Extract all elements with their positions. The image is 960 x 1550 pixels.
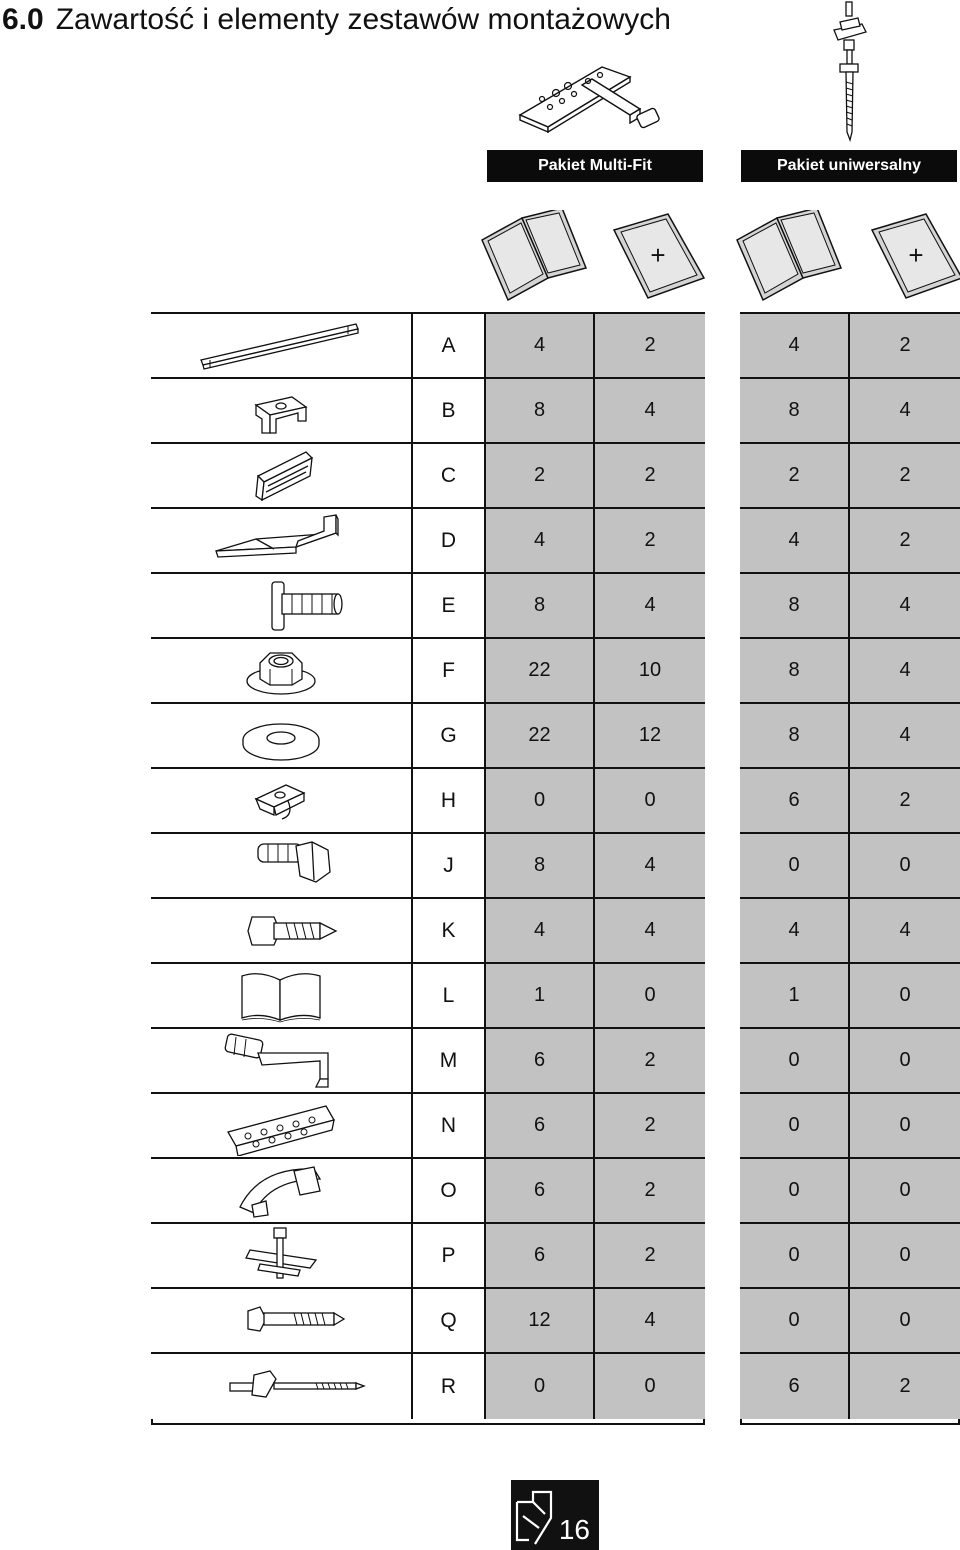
table-row (740, 379, 960, 444)
qty-multi-fit-extra: 2 (595, 1029, 705, 1094)
table-row (151, 1289, 705, 1354)
part-letter: E (413, 574, 486, 639)
qty-universal-double: 0 (740, 1224, 850, 1289)
qty-multi-fit-double: 6 (486, 1159, 595, 1224)
qty-multi-fit-extra: 2 (595, 509, 705, 574)
qty-universal-extra: 0 (850, 1094, 960, 1159)
qty-universal-double: 8 (740, 379, 850, 444)
part-letter: Q (413, 1289, 486, 1354)
qty-universal-double: 6 (740, 769, 850, 834)
qty-universal-extra: 2 (850, 1354, 960, 1419)
qty-multi-fit-double: 4 (486, 314, 595, 379)
table-row (740, 899, 960, 964)
part-image (151, 834, 413, 899)
flashing-plate-icon (196, 511, 366, 571)
part-letter: M (413, 1029, 486, 1094)
part-letter: H (413, 769, 486, 834)
table-row (151, 1224, 705, 1289)
rail-connector-icon (196, 446, 366, 506)
qty-universal-extra: 0 (850, 1159, 960, 1224)
qty-multi-fit-double: 12 (486, 1289, 595, 1354)
qty-multi-fit-extra: 4 (595, 899, 705, 964)
part-letter: A (413, 314, 486, 379)
qty-universal-double: 6 (740, 1354, 850, 1419)
qty-universal-double: 0 (740, 834, 850, 899)
table-row (740, 509, 960, 574)
mounting-rail-icon (196, 316, 366, 376)
part-image (151, 1224, 413, 1289)
qty-universal-double: 0 (740, 1289, 850, 1354)
table-row (151, 639, 705, 704)
qty-universal-extra: 2 (850, 444, 960, 509)
table-row (151, 314, 705, 379)
qty-multi-fit-double: 6 (486, 1224, 595, 1289)
part-letter: G (413, 704, 486, 769)
part-image (151, 314, 413, 379)
qty-universal-double: 0 (740, 1159, 850, 1224)
qty-universal-extra: 4 (850, 899, 960, 964)
table-row (740, 1094, 960, 1159)
lag-screw-icon (196, 1291, 366, 1351)
table-row (740, 964, 960, 1029)
qty-multi-fit-extra: 2 (595, 1159, 705, 1224)
qty-universal-extra: 4 (850, 574, 960, 639)
table-row (740, 834, 960, 899)
table-row (151, 769, 705, 834)
qty-multi-fit-double: 4 (486, 509, 595, 574)
qty-universal-double: 4 (740, 314, 850, 379)
table-row (151, 899, 705, 964)
hanger-bolt-icon (196, 1357, 366, 1417)
manual-book-icon (196, 966, 366, 1026)
table-row (151, 834, 705, 899)
qty-multi-fit-double: 22 (486, 704, 595, 769)
roof-panel-logo-icon (515, 1488, 563, 1548)
table-row (740, 1159, 960, 1224)
qty-multi-fit-extra: 0 (595, 964, 705, 1029)
hex-bolt-icon (196, 836, 366, 896)
qty-universal-extra: 4 (850, 704, 960, 769)
part-image (151, 1354, 413, 1419)
hammer-head-bolt-icon (196, 576, 366, 636)
part-image (151, 899, 413, 964)
table-row (151, 509, 705, 574)
part-image (151, 379, 413, 444)
part-letter: O (413, 1159, 486, 1224)
qty-universal-double: 1 (740, 964, 850, 1029)
page-number-badge (511, 1480, 599, 1550)
table-row (740, 1354, 960, 1419)
roof-hook-bracket-icon (196, 1031, 366, 1091)
qty-universal-extra: 0 (850, 1224, 960, 1289)
qty-multi-fit-double: 8 (486, 379, 595, 444)
qty-multi-fit-double: 4 (486, 899, 595, 964)
rail-clamp-icon (196, 381, 366, 441)
part-image (151, 639, 413, 704)
qty-multi-fit-extra: 4 (595, 834, 705, 899)
qty-multi-fit-double: 1 (486, 964, 595, 1029)
roof-hook-screw-icon (822, 0, 878, 145)
qty-universal-double: 2 (740, 444, 850, 509)
table-row (151, 574, 705, 639)
qty-multi-fit-double: 6 (486, 1029, 595, 1094)
clamp-bracket-icon (196, 1161, 366, 1221)
part-image (151, 964, 413, 1029)
part-letter: B (413, 379, 486, 444)
qty-universal-extra: 0 (850, 834, 960, 899)
table-row (740, 704, 960, 769)
qty-multi-fit-extra: 12 (595, 704, 705, 769)
qty-universal-double: 8 (740, 574, 850, 639)
flange-nut-icon (196, 641, 366, 701)
part-image (151, 1094, 413, 1159)
washer-icon (196, 706, 366, 766)
part-letter: P (413, 1224, 486, 1289)
qty-universal-double: 4 (740, 899, 850, 964)
bolt-clamp-icon (196, 1226, 366, 1286)
qty-universal-extra: 4 (850, 639, 960, 704)
part-image (151, 1289, 413, 1354)
qty-universal-extra: 0 (850, 1029, 960, 1094)
part-image (151, 574, 413, 639)
qty-universal-extra: 0 (850, 964, 960, 1029)
qty-universal-extra: 2 (850, 314, 960, 379)
part-letter: F (413, 639, 486, 704)
spring-clip-icon (196, 771, 366, 831)
qty-universal-extra: 2 (850, 769, 960, 834)
part-image (151, 769, 413, 834)
single-panel-plus-icon (864, 210, 960, 306)
table-row (151, 444, 705, 509)
qty-multi-fit-extra: 0 (595, 1354, 705, 1419)
qty-multi-fit-double: 8 (486, 574, 595, 639)
part-letter: R (413, 1354, 486, 1419)
qty-multi-fit-extra: 2 (595, 1224, 705, 1289)
table-row (740, 1029, 960, 1094)
qty-universal-extra: 4 (850, 379, 960, 444)
section-title: Zawartość i elementy zestawów montażowych (55, 3, 671, 36)
qty-multi-fit-double: 2 (486, 444, 595, 509)
part-image (151, 1159, 413, 1224)
qty-universal-double: 0 (740, 1094, 850, 1159)
qty-multi-fit-extra: 2 (595, 1094, 705, 1159)
qty-multi-fit-extra: 2 (595, 444, 705, 509)
qty-multi-fit-extra: 4 (595, 1289, 705, 1354)
part-letter: D (413, 509, 486, 574)
qty-multi-fit-extra: 2 (595, 314, 705, 379)
table-row (151, 1159, 705, 1224)
multi-fit-bracket-icon (512, 55, 672, 135)
page-title (2, 2, 671, 38)
qty-multi-fit-double: 0 (486, 1354, 595, 1419)
plus-symbol: + (908, 240, 924, 270)
qty-multi-fit-double: 22 (486, 639, 595, 704)
table-row (740, 574, 960, 639)
qty-multi-fit-extra: 0 (595, 769, 705, 834)
table-row (740, 444, 960, 509)
table-row (740, 769, 960, 834)
table-row (151, 704, 705, 769)
table-row (740, 314, 960, 379)
table-row (151, 964, 705, 1029)
part-image (151, 509, 413, 574)
qty-multi-fit-extra: 4 (595, 574, 705, 639)
part-letter: J (413, 834, 486, 899)
double-panel-icon (735, 210, 843, 306)
qty-universal-double: 8 (740, 639, 850, 704)
qty-multi-fit-double: 0 (486, 769, 595, 834)
part-letter: C (413, 444, 486, 509)
part-letter: K (413, 899, 486, 964)
qty-universal-extra: 0 (850, 1289, 960, 1354)
table-row (740, 639, 960, 704)
plus-symbol: + (650, 240, 666, 270)
table-row (151, 1354, 705, 1419)
qty-universal-double: 4 (740, 509, 850, 574)
part-letter: N (413, 1094, 486, 1159)
table-row (151, 379, 705, 444)
section-number: 6.0 (2, 3, 44, 36)
qty-universal-extra: 2 (850, 509, 960, 574)
qty-multi-fit-double: 8 (486, 834, 595, 899)
table-row (740, 1289, 960, 1354)
qty-multi-fit-extra: 4 (595, 379, 705, 444)
qty-universal-double: 0 (740, 1029, 850, 1094)
kit-header-multi-fit: Pakiet Multi-Fit (487, 150, 703, 182)
page-number: 16 (558, 1514, 590, 1545)
perforated-bracket-icon (196, 1096, 366, 1156)
table-row (151, 1094, 705, 1159)
self-tapping-screw-icon (196, 901, 366, 961)
part-image (151, 444, 413, 509)
single-panel-plus-icon (606, 210, 714, 306)
part-letter: L (413, 964, 486, 1029)
table-row (740, 1224, 960, 1289)
qty-universal-double: 8 (740, 704, 850, 769)
part-image (151, 704, 413, 769)
kit-header-universal: Pakiet uniwersalny (741, 150, 957, 182)
table-row (151, 1029, 705, 1094)
part-image (151, 1029, 413, 1094)
qty-multi-fit-extra: 10 (595, 639, 705, 704)
qty-multi-fit-double: 6 (486, 1094, 595, 1159)
double-panel-icon (480, 210, 588, 306)
